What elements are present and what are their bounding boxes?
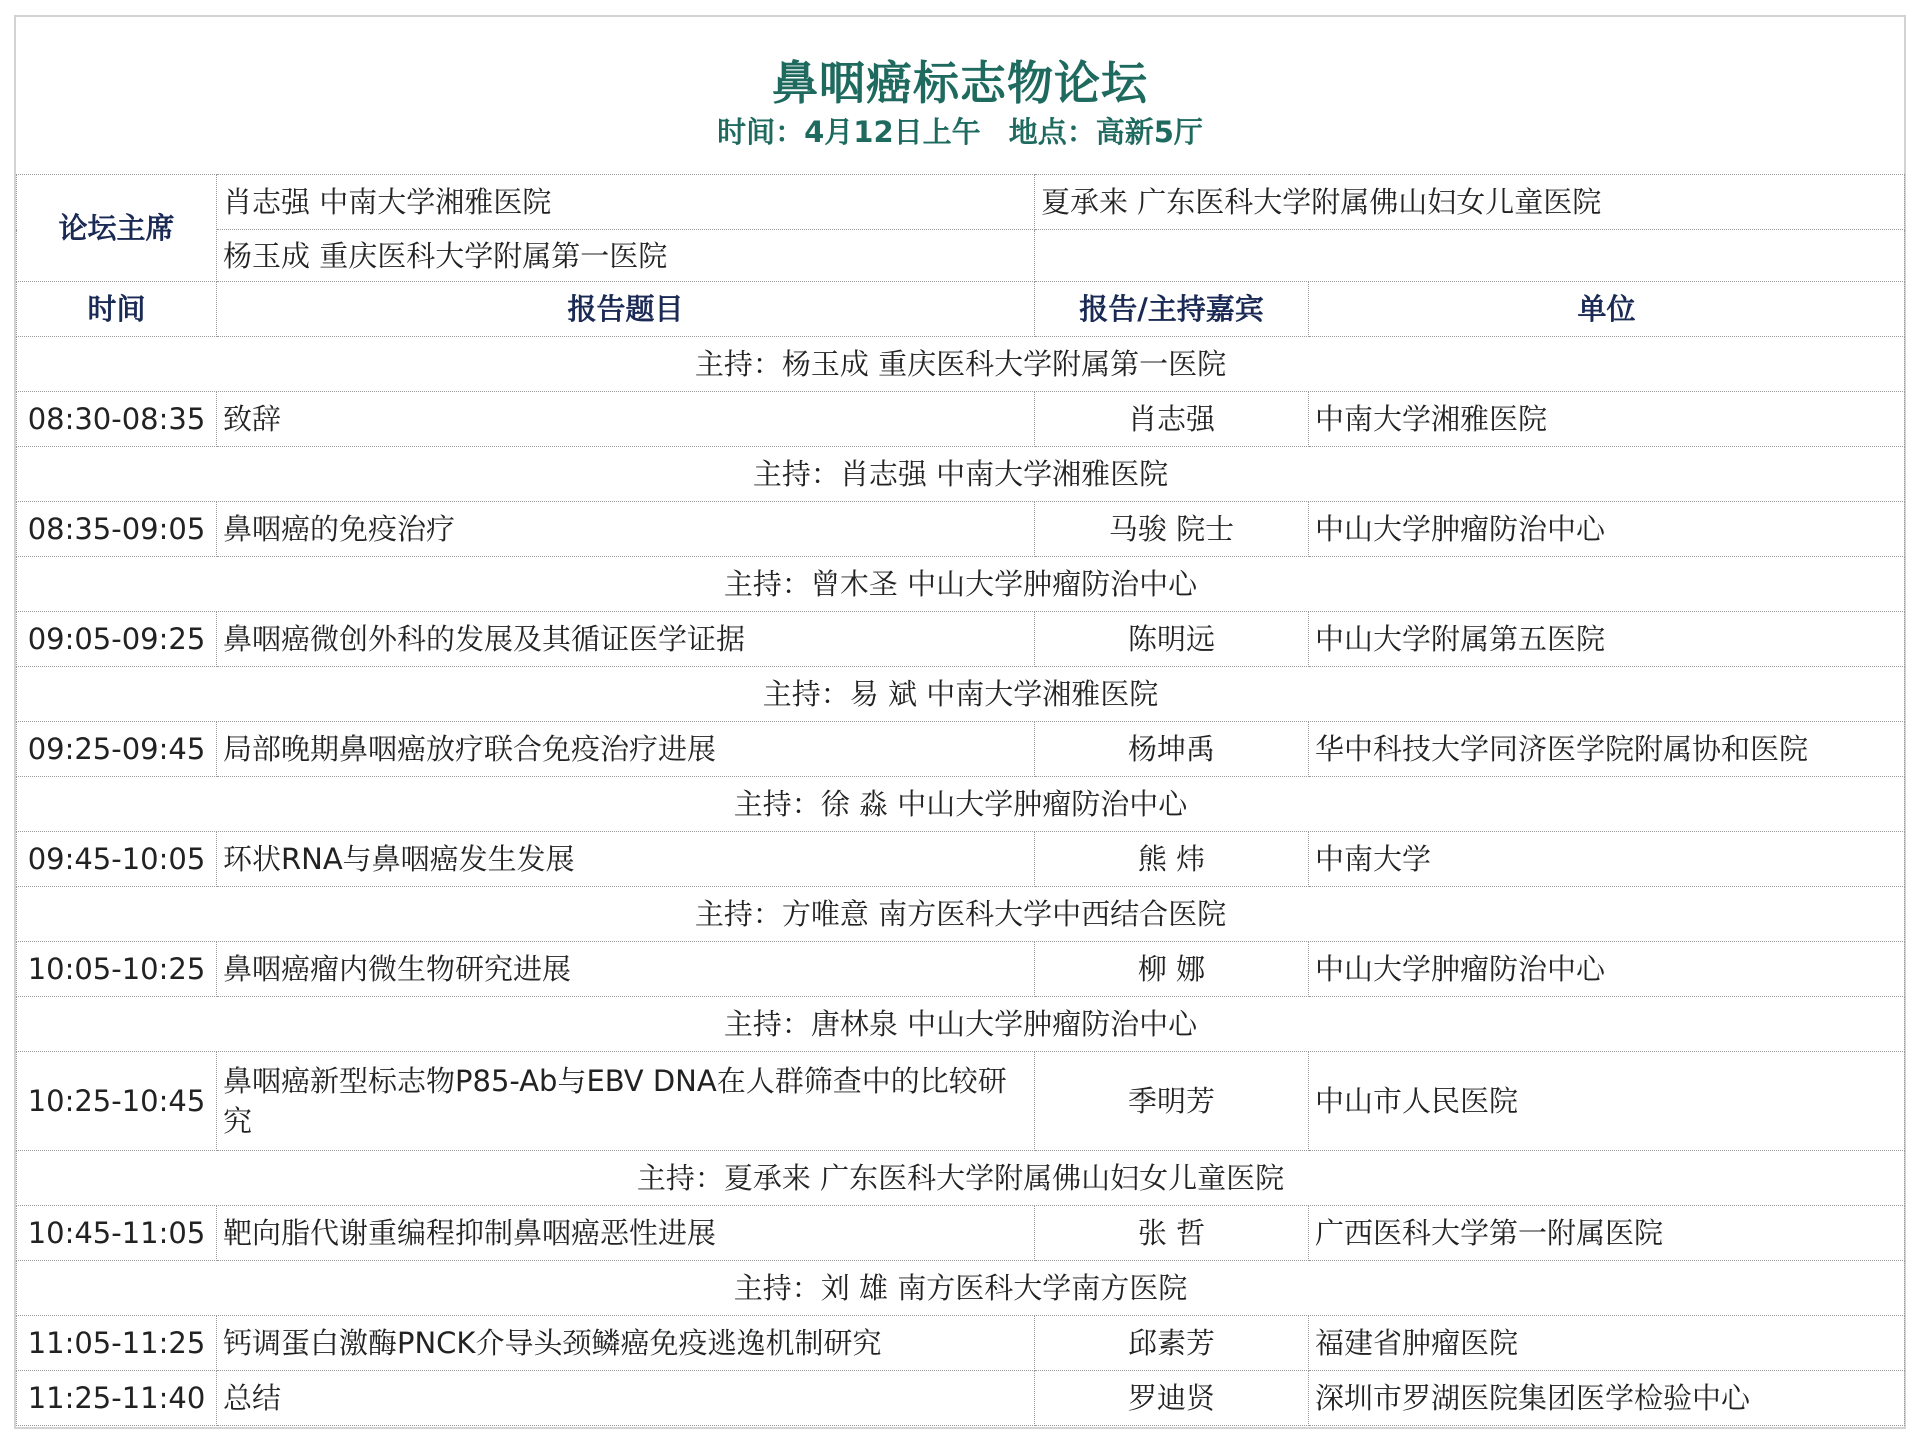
host-text: 主持：杨玉成 重庆医科大学附属第一医院	[17, 337, 1905, 392]
talk-speaker: 邱素芳	[1035, 1316, 1309, 1371]
talk-row	[17, 502, 1905, 557]
talk-row	[17, 832, 1905, 887]
talk-time: 09:05-09:25	[17, 612, 217, 667]
talk-topic: 环状RNA与鼻咽癌发生发展	[217, 832, 1035, 887]
host-row	[17, 447, 1905, 502]
talk-unit: 广西医科大学第一附属医院	[1309, 1206, 1905, 1261]
host-text: 主持：方唯意 南方医科大学中西结合医院	[17, 887, 1905, 942]
talk-unit: 中南大学	[1309, 832, 1905, 887]
talk-speaker: 罗迪贤	[1035, 1371, 1309, 1426]
talk-row	[17, 942, 1905, 997]
talk-topic: 钙调蛋白激酶PNCK介导头颈鳞癌免疫逃逸机制研究	[217, 1316, 1035, 1371]
talk-topic: 鼻咽癌的免疫治疗	[217, 502, 1035, 557]
talk-row	[17, 392, 1905, 447]
chair-row	[17, 175, 1905, 230]
host-text: 主持：肖志强 中南大学湘雅医院	[17, 447, 1905, 502]
talk-time: 10:05-10:25	[17, 942, 217, 997]
talk-speaker: 杨坤禹	[1035, 722, 1309, 777]
forum-time-location: 时间：4月12日上午 地点：高新5厅	[717, 115, 1203, 149]
column-header-row	[17, 282, 1905, 337]
talk-unit: 中山市人民医院	[1309, 1052, 1905, 1151]
host-text: 主持：易 斌 中南大学湘雅医院	[17, 667, 1905, 722]
host-row	[17, 1151, 1905, 1206]
talk-row	[17, 1052, 1905, 1151]
talk-time: 08:35-09:05	[17, 502, 217, 557]
talk-row	[17, 1316, 1905, 1371]
schedule-header	[16, 17, 1904, 174]
host-row	[17, 557, 1905, 612]
talk-time: 09:45-10:05	[17, 832, 217, 887]
talk-speaker: 柳 娜	[1035, 942, 1309, 997]
col-header-speaker: 报告/主持嘉宾	[1035, 282, 1309, 337]
host-row	[17, 887, 1905, 942]
talk-unit: 中山大学肿瘤防治中心	[1309, 942, 1905, 997]
talk-speaker: 肖志强	[1035, 392, 1309, 447]
host-row	[17, 667, 1905, 722]
forum-schedule-sheet	[14, 15, 1906, 1429]
host-text: 主持：唐林泉 中山大学肿瘤防治中心	[17, 997, 1905, 1052]
talk-time: 11:25-11:40	[17, 1371, 217, 1426]
host-row	[17, 777, 1905, 832]
talk-topic: 靶向脂代谢重编程抑制鼻咽癌恶性进展	[217, 1206, 1035, 1261]
empty-cell	[1035, 230, 1905, 282]
col-header-topic: 报告题目	[217, 282, 1035, 337]
host-row	[17, 1261, 1905, 1316]
talk-speaker: 张 哲	[1035, 1206, 1309, 1261]
host-row	[17, 997, 1905, 1052]
host-text: 主持：曾木圣 中山大学肿瘤防治中心	[17, 557, 1905, 612]
chair-name: 夏承来 广东医科大学附属佛山妇女儿童医院	[1035, 175, 1905, 230]
talk-unit: 深圳市罗湖医院集团医学检验中心	[1309, 1371, 1905, 1426]
host-row	[17, 337, 1905, 392]
forum-title: 鼻咽癌标志物论坛	[772, 56, 1148, 110]
talk-topic: 致辞	[217, 392, 1035, 447]
col-header-time: 时间	[17, 282, 217, 337]
chair-row	[17, 230, 1905, 282]
talk-speaker: 马骏 院士	[1035, 502, 1309, 557]
talk-unit: 华中科技大学同济医学院附属协和医院	[1309, 722, 1905, 777]
talk-topic: 鼻咽癌微创外科的发展及其循证医学证据	[217, 612, 1035, 667]
talk-time: 08:30-08:35	[17, 392, 217, 447]
talk-speaker: 熊 炜	[1035, 832, 1309, 887]
talk-topic: 总结	[217, 1371, 1035, 1426]
talk-topic: 鼻咽癌瘤内微生物研究进展	[217, 942, 1035, 997]
talk-unit: 中南大学湘雅医院	[1309, 392, 1905, 447]
talk-speaker: 季明芳	[1035, 1052, 1309, 1151]
chair-name: 杨玉成 重庆医科大学附属第一医院	[217, 230, 1035, 282]
col-header-unit: 单位	[1309, 282, 1905, 337]
talk-time: 11:05-11:25	[17, 1316, 217, 1371]
talk-unit: 中山大学肿瘤防治中心	[1309, 502, 1905, 557]
chair-label: 论坛主席	[17, 175, 217, 282]
schedule-table	[16, 174, 1905, 1426]
talk-topic: 鼻咽癌新型标志物P85-Ab与EBV DNA在人群筛查中的比较研究	[217, 1052, 1035, 1151]
host-text: 主持：徐 淼 中山大学肿瘤防治中心	[17, 777, 1905, 832]
talk-row	[17, 1206, 1905, 1261]
talk-time: 10:25-10:45	[17, 1052, 217, 1151]
chair-name: 肖志强 中南大学湘雅医院	[217, 175, 1035, 230]
talk-speaker: 陈明远	[1035, 612, 1309, 667]
talk-unit: 中山大学附属第五医院	[1309, 612, 1905, 667]
host-text: 主持：刘 雄 南方医科大学南方医院	[17, 1261, 1905, 1316]
talk-row	[17, 722, 1905, 777]
talk-unit: 福建省肿瘤医院	[1309, 1316, 1905, 1371]
talk-row	[17, 1371, 1905, 1426]
talk-row	[17, 612, 1905, 667]
talk-time: 09:25-09:45	[17, 722, 217, 777]
host-text: 主持：夏承来 广东医科大学附属佛山妇女儿童医院	[17, 1151, 1905, 1206]
talk-time: 10:45-11:05	[17, 1206, 217, 1261]
talk-topic: 局部晚期鼻咽癌放疗联合免疫治疗进展	[217, 722, 1035, 777]
